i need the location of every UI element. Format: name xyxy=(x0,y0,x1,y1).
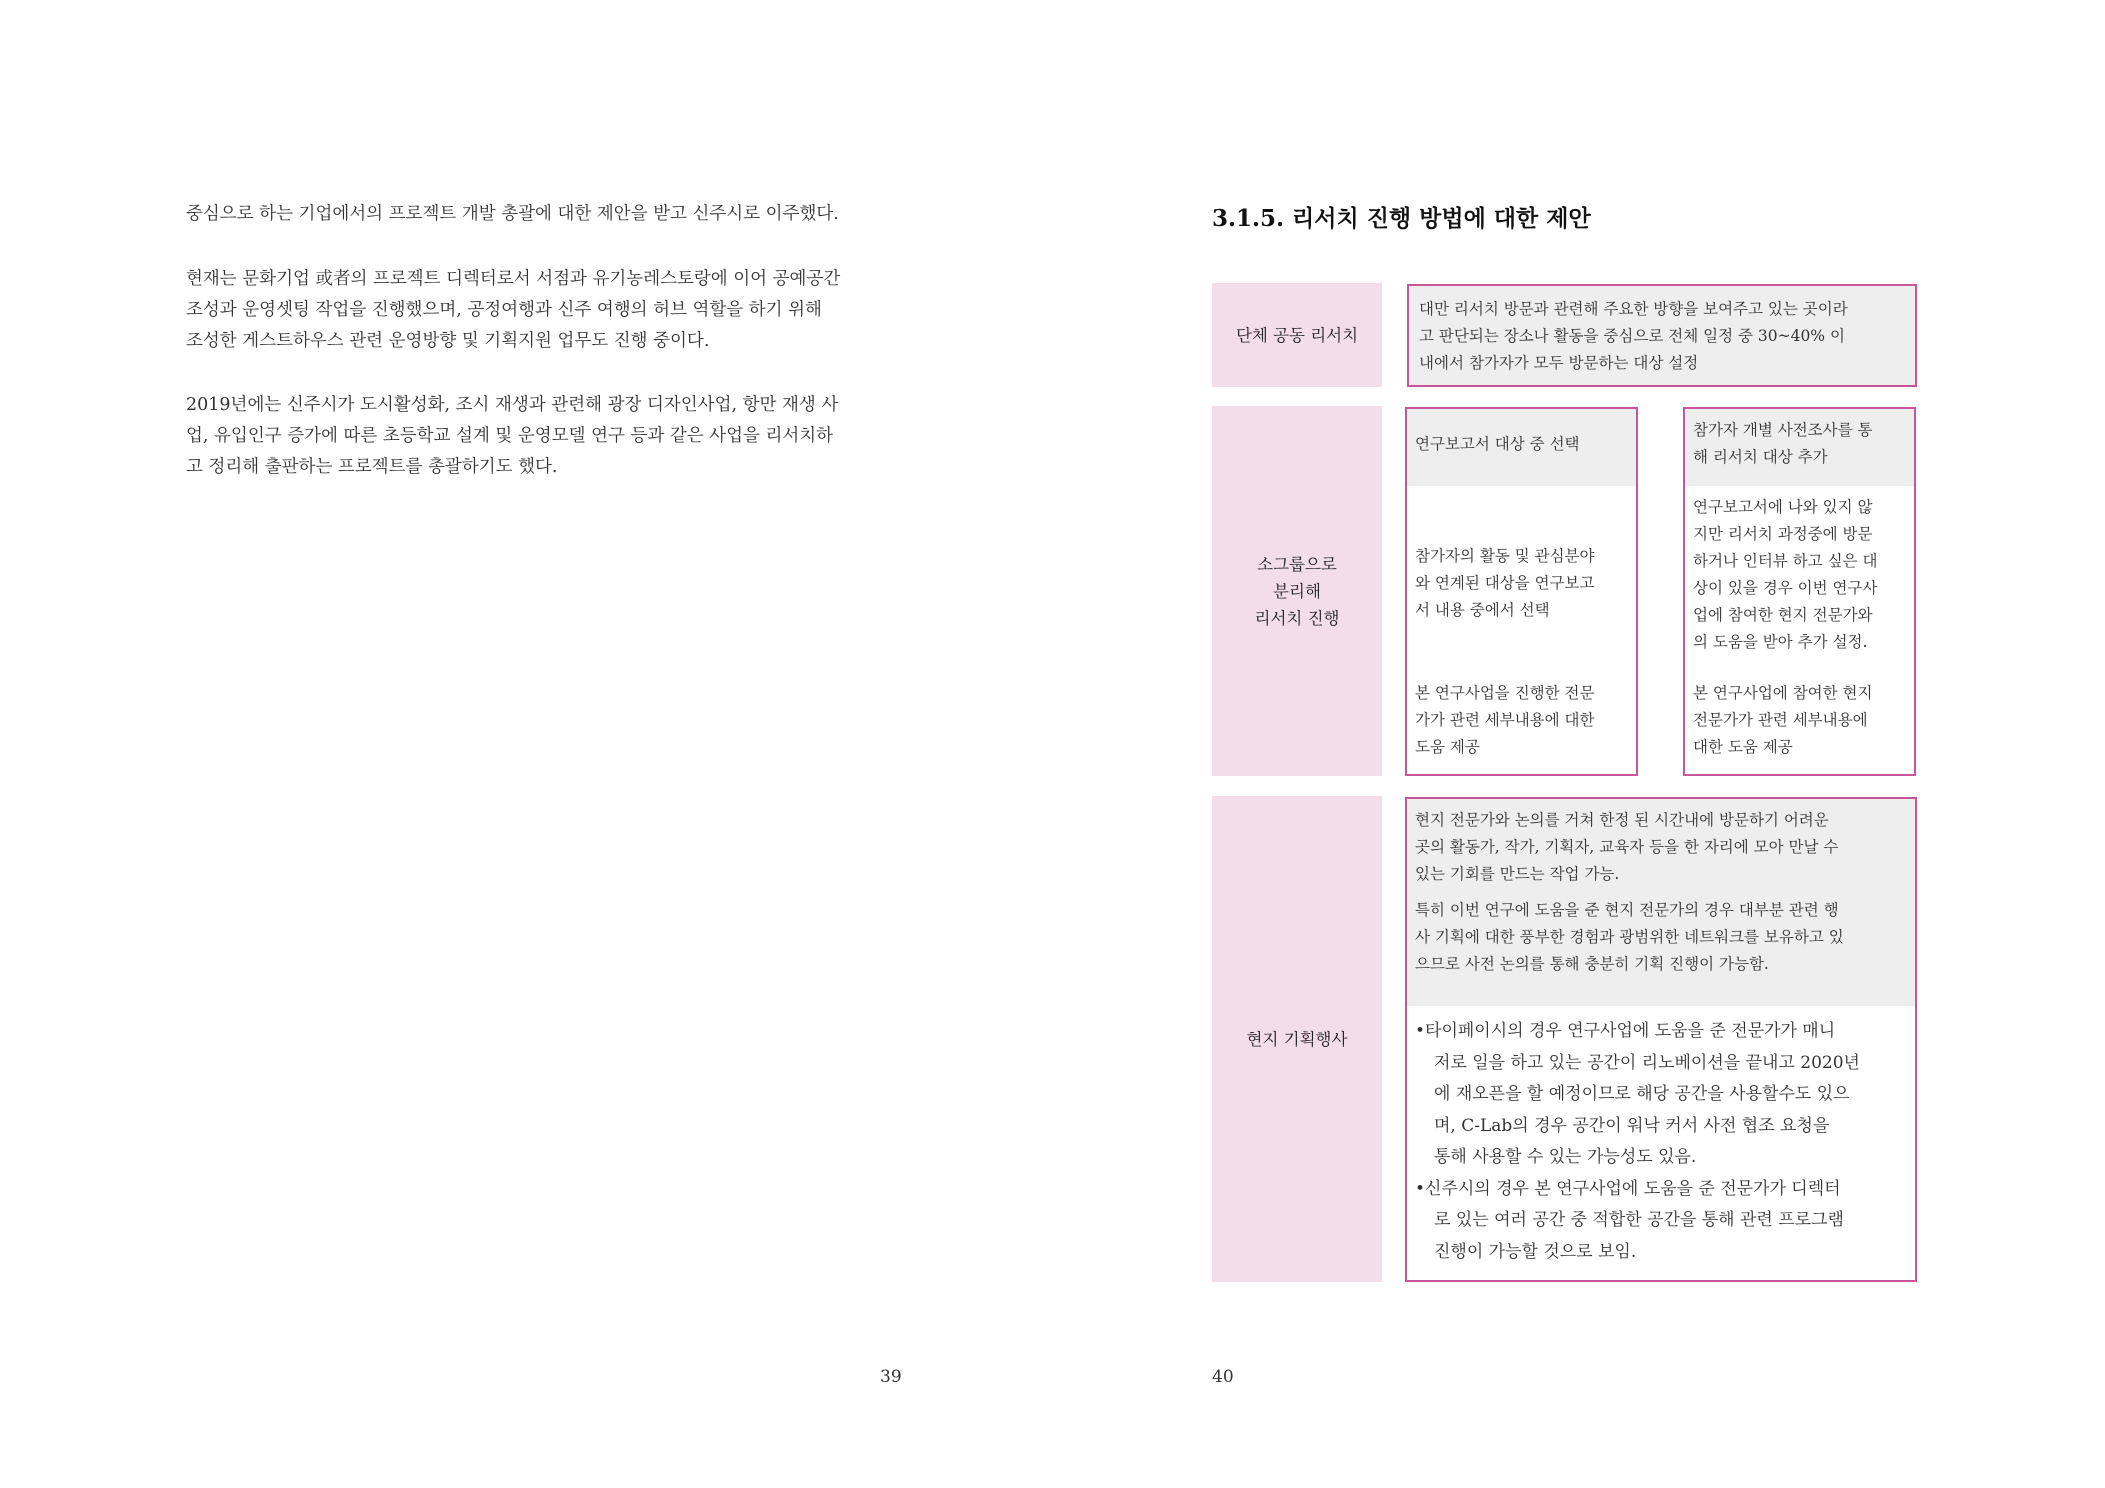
text-line: 사 기획에 대한 풍부한 경험과 광범위한 네트워크를 보유하고 있 xyxy=(1415,928,1844,946)
text-line: 해 리서치 대상 추가 xyxy=(1693,448,1828,466)
text-line: 참가자 개별 사전조사를 통 xyxy=(1693,421,1873,439)
text-line: 통해 사용할 수 있는 가능성도 있음. xyxy=(1434,1147,1697,1167)
text-line: 연구보고서에 나와 있지 않 xyxy=(1693,498,1873,516)
text-line: 저로 일을 하고 있는 공간이 리노베이션을 끝내고 2020년 xyxy=(1434,1052,1860,1073)
text-line: 도움 제공 xyxy=(1415,738,1480,756)
bullet-hsinchu xyxy=(1415,1174,1907,1269)
text-line: 조성과 운영셋팅 작업을 진행했으며, 공정여행과 신주 여행의 허브 역할을 하기 위해 xyxy=(186,300,822,320)
label-line: 분리해 xyxy=(1273,581,1321,601)
text-line: 하거나 인터뷰 하고 싶은 대 xyxy=(1693,552,1878,570)
selection-column-header xyxy=(1407,409,1636,486)
text-line: 2019년에는 신주시가 도시활성화, 조시 재생과 관련해 광장 디자인사업, 항만 재생 사 xyxy=(186,395,839,415)
text-line: 본 연구사업에 참여한 현지 xyxy=(1693,684,1873,702)
text-line: 대한 도움 제공 xyxy=(1693,738,1793,756)
addition-column-footer xyxy=(1693,680,1873,761)
text-line: 연구보고서 대상 중 선택 xyxy=(1415,435,1580,453)
addition-column-body xyxy=(1685,486,1914,656)
text-line: 진행이 가능할 것으로 보임. xyxy=(1434,1241,1637,1262)
paragraph-1 xyxy=(186,199,902,230)
text-line: •타이페이시의 경우 연구사업에 도움을 준 전문가가 매니 xyxy=(1415,1021,1836,1041)
addition-column-header xyxy=(1685,409,1914,486)
page-number-right: 40 xyxy=(1212,1367,1234,1387)
group-research-box xyxy=(1407,284,1917,387)
text-line: 전문가가 관련 세부내용에 xyxy=(1693,711,1868,729)
text-line: 며, C-Lab의 경우 공간이 워낙 커서 사전 협조 요청을 xyxy=(1434,1115,1830,1136)
local-event-summary xyxy=(1407,799,1915,1006)
text-line: 고 정리해 출판하는 프로젝트를 총괄하기도 했다. xyxy=(186,457,558,477)
group-research-text xyxy=(1419,296,1907,377)
text-line: 서 내용 중에서 선택 xyxy=(1415,601,1550,619)
text-line: 으므로 사전 논의를 통해 충분히 기획 진행이 가능함. xyxy=(1415,955,1769,973)
text-line: 있는 기회를 만드는 작업 가능. xyxy=(1415,865,1620,883)
text-line: 참가자의 활동 및 관심분야 xyxy=(1415,547,1595,565)
selection-column-footer xyxy=(1415,680,1595,761)
label-line: 소그룹으로 xyxy=(1257,554,1337,574)
text-line: 가가 관련 세부내용에 대한 xyxy=(1415,711,1595,729)
text-line: •신주시의 경우 본 연구사업에 도움을 준 전문가가 디렉터 xyxy=(1415,1178,1841,1199)
selection-column-box xyxy=(1405,407,1638,776)
label-line: 리서치 진행 xyxy=(1254,608,1340,628)
text-line: 에 재오픈을 할 예정이므로 해당 공간을 사용할수도 있으 xyxy=(1434,1084,1850,1104)
label-local-event: 현지 기획행사 xyxy=(1212,796,1382,1282)
selection-column-body xyxy=(1407,486,1636,624)
addition-column-box xyxy=(1683,407,1916,776)
label-small-group xyxy=(1212,406,1382,776)
text-line: 대만 리서치 방문과 관련해 주요한 방향을 보여주고 있는 곳이라 xyxy=(1419,300,1848,318)
label-group-research: 단체 공동 리서치 xyxy=(1212,283,1382,387)
text-line: 본 연구사업을 진행한 전문 xyxy=(1415,684,1595,702)
text-line: 현지 전문가와 논의를 거쳐 한정 된 시간내에 방문하기 어려운 xyxy=(1415,811,1829,829)
section-heading: 3.1.5. 리서치 진행 방법에 대한 제안 xyxy=(1212,205,1591,232)
text-line: 고 판단되는 장소나 활동을 중심으로 전체 일정 중 30~40% 이 xyxy=(1419,327,1845,345)
text-line: 업, 유입인구 증가에 따른 초등학교 설계 및 운영모델 연구 등과 같은 사업을 리서치하 xyxy=(186,426,834,446)
text-line: 중심으로 하는 기업에서의 프로젝트 개발 총괄에 대한 제안을 받고 신주시로 이주했다. xyxy=(186,204,839,224)
local-event-bullets xyxy=(1407,1006,1915,1268)
text-line: 조성한 게스트하우스 관련 운영방향 및 기획지원 업무도 진행 중이다. xyxy=(186,331,710,351)
text-line: 곳의 활동가, 작가, 기획자, 교육자 등을 한 자리에 모아 만날 수 xyxy=(1415,838,1839,856)
page-number-left: 39 xyxy=(880,1367,902,1387)
left-page xyxy=(0,0,1052,1488)
text-line: 의 도움을 받아 추가 설정. xyxy=(1693,633,1868,651)
text-line: 업에 참여한 현지 전문가와 xyxy=(1693,606,1873,624)
text-line: 지만 리서치 과정중에 방문 xyxy=(1693,525,1873,543)
local-event-box xyxy=(1405,797,1917,1282)
text-line: 와 연계된 대상을 연구보고 xyxy=(1415,574,1595,592)
paragraph-3 xyxy=(186,390,902,483)
text-line: 상이 있을 경우 이번 연구사 xyxy=(1693,579,1878,597)
text-line: 내에서 참가자가 모두 방문하는 대상 설정 xyxy=(1419,354,1699,372)
text-line: 로 있는 여러 공간 중 적합한 공간을 통해 관련 프로그램 xyxy=(1434,1210,1844,1230)
bullet-taipei xyxy=(1415,1016,1907,1174)
text-line: 특히 이번 연구에 도움을 준 현지 전문가의 경우 대부분 관련 행 xyxy=(1415,901,1839,919)
paragraph-2 xyxy=(186,264,902,357)
text-line: 현재는 문화기업 或者의 프로젝트 디렉터로서 서점과 유기농레스토랑에 이어 공예공간 xyxy=(186,269,841,289)
